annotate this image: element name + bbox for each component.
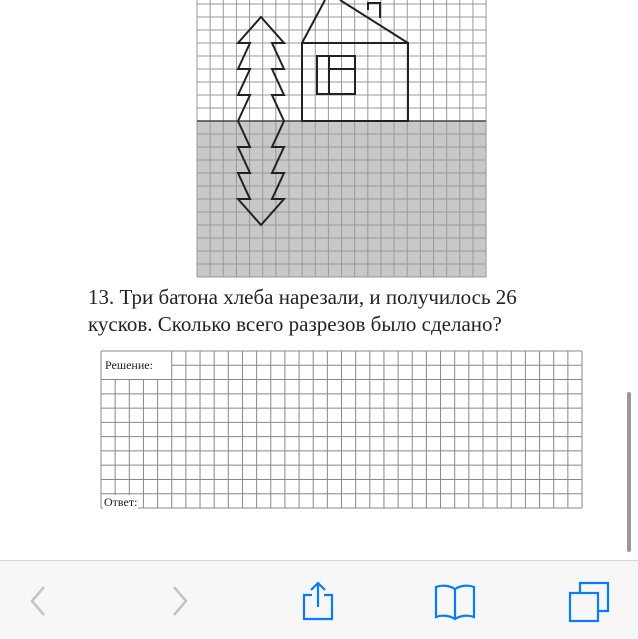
forward-button[interactable]	[158, 579, 202, 623]
chevron-left-icon	[16, 579, 60, 623]
answer-label: Ответ:	[104, 495, 138, 509]
bookmarks-button[interactable]	[433, 579, 477, 623]
back-button[interactable]	[16, 579, 60, 623]
tabs-button[interactable]	[568, 579, 612, 623]
problem-line-1: 13. Три батона хлеба нарезали, и получилось 26	[88, 285, 517, 309]
problem-text	[88, 284, 608, 338]
answer-grid	[101, 351, 582, 508]
share-icon	[296, 579, 340, 623]
scrollbar[interactable]	[627, 392, 631, 552]
solution-label: Решение:	[105, 358, 153, 372]
book-icon	[433, 579, 477, 623]
problem-line-2: кусков. Сколько всего разрезов было сделано?	[88, 312, 502, 336]
chevron-right-icon	[158, 579, 202, 623]
browser-toolbar	[0, 560, 638, 639]
tabs-icon	[568, 579, 612, 623]
share-button[interactable]	[296, 579, 340, 623]
